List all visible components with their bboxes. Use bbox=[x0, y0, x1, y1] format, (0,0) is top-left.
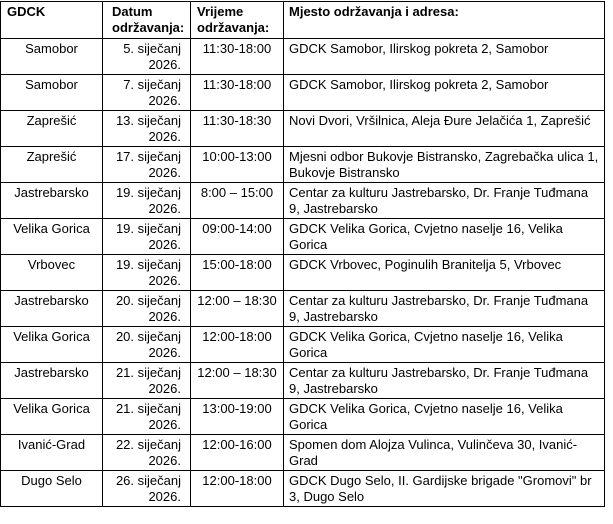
date-cell: 13. siječanj 2026. bbox=[103, 111, 191, 147]
gdck-cell: Zaprešić bbox=[1, 147, 103, 183]
gdck-cell: Velika Gorica bbox=[1, 399, 103, 435]
date-cell: 7. siječanj 2026. bbox=[103, 75, 191, 111]
table-row bbox=[1, 471, 605, 507]
date-cell: 19. siječanj 2026. bbox=[103, 219, 191, 255]
date-cell: 20. siječanj 2026. bbox=[103, 291, 191, 327]
gdck-cell: Velika Gorica bbox=[1, 327, 103, 363]
time-cell: 12:00-18:00 bbox=[191, 327, 284, 363]
date-cell: 5. siječanj 2026. bbox=[103, 39, 191, 75]
time-cell: 12:00-16:00 bbox=[191, 435, 284, 471]
location-cell: Novi Dvori, Vršilnica, Aleja Đure Jelačića 1, Zaprešić bbox=[284, 111, 605, 147]
table-row bbox=[1, 363, 605, 399]
date-cell: 22. siječanj 2026. bbox=[103, 435, 191, 471]
time-cell: 11:30-18:30 bbox=[191, 111, 284, 147]
location-cell: GDCK Vrbovec, Poginulih Branitelja 5, Vrbovec bbox=[284, 255, 605, 291]
gdck-cell: Jastrebarsko bbox=[1, 363, 103, 399]
date-cell: 19. siječanj 2026. bbox=[103, 255, 191, 291]
date-cell: 21. siječanj 2026. bbox=[103, 363, 191, 399]
location-cell: GDCK Velika Gorica, Cvjetno naselje 16, Velika Gorica bbox=[284, 399, 605, 435]
location-cell: Centar za kulturu Jastrebarsko, Dr. Franje Tuđmana 9, Jastrebarsko bbox=[284, 291, 605, 327]
date-cell: 17. siječanj 2026. bbox=[103, 147, 191, 183]
time-cell: 09:00-14:00 bbox=[191, 219, 284, 255]
table-row bbox=[1, 327, 605, 363]
location-cell: GDCK Samobor, Ilirskog pokreta 2, Samobor bbox=[284, 39, 605, 75]
time-cell: 10:00-13:00 bbox=[191, 147, 284, 183]
gdck-cell: Jastrebarsko bbox=[1, 291, 103, 327]
table-row bbox=[1, 147, 605, 183]
location-cell: GDCK Velika Gorica, Cvjetno naselje 16, Velika Gorica bbox=[284, 327, 605, 363]
location-cell: GDCK Dugo Selo, II. Gardijske brigade "Gromovi" br 3, Dugo Selo bbox=[284, 471, 605, 507]
gdck-cell: Zaprešić bbox=[1, 111, 103, 147]
time-cell: 11:30-18:00 bbox=[191, 39, 284, 75]
table-row bbox=[1, 291, 605, 327]
location-cell: Mjesni odbor Bukovje Bistransko, Zagrebačka ulica 1, Bukovje Bistransko bbox=[284, 147, 605, 183]
table-row bbox=[1, 39, 605, 75]
date-cell: 19. siječanj 2026. bbox=[103, 183, 191, 219]
table-row bbox=[1, 111, 605, 147]
location-cell: GDCK Samobor, Ilirskog pokreta 2, Samobor bbox=[284, 75, 605, 111]
location-cell: GDCK Velika Gorica, Cvjetno naselje 16, Velika Gorica bbox=[284, 219, 605, 255]
header-date: Datum održavanja: bbox=[103, 2, 191, 39]
time-cell: 12:00 – 18:30 bbox=[191, 363, 284, 399]
location-cell: Spomen dom Alojza Vulinca, Vulinčeva 30, Ivanić-Grad bbox=[284, 435, 605, 471]
time-cell: 13:00-19:00 bbox=[191, 399, 284, 435]
time-cell: 12:00 – 18:30 bbox=[191, 291, 284, 327]
gdck-cell: Ivanić-Grad bbox=[1, 435, 103, 471]
time-cell: 15:00-18:00 bbox=[191, 255, 284, 291]
header-location: Mjesto održavanja i adresa: bbox=[284, 2, 605, 39]
table-header-row bbox=[1, 2, 605, 39]
table-body bbox=[1, 39, 605, 507]
blood-donation-schedule-table bbox=[0, 1, 605, 507]
date-cell: 21. siječanj 2026. bbox=[103, 399, 191, 435]
gdck-cell: Vrbovec bbox=[1, 255, 103, 291]
table-row bbox=[1, 183, 605, 219]
table-row bbox=[1, 219, 605, 255]
table-row bbox=[1, 435, 605, 471]
table-row bbox=[1, 255, 605, 291]
table-row bbox=[1, 75, 605, 111]
time-cell: 11:30-18:00 bbox=[191, 75, 284, 111]
schedule-table-wrapper bbox=[0, 1, 605, 507]
location-cell: Centar za kulturu Jastrebarsko, Dr. Franje Tuđmana 9, Jastrebarsko bbox=[284, 183, 605, 219]
gdck-cell: Jastrebarsko bbox=[1, 183, 103, 219]
time-cell: 12:00-18:00 bbox=[191, 471, 284, 507]
date-cell: 26. siječanj 2026. bbox=[103, 471, 191, 507]
time-cell: 8:00 – 15:00 bbox=[191, 183, 284, 219]
date-cell: 20. siječanj 2026. bbox=[103, 327, 191, 363]
gdck-cell: Samobor bbox=[1, 39, 103, 75]
location-cell: Centar za kulturu Jastrebarsko, Dr. Franje Tuđmana 9, Jastrebarsko bbox=[284, 363, 605, 399]
gdck-cell: Velika Gorica bbox=[1, 219, 103, 255]
header-gdck: GDCK bbox=[1, 2, 103, 39]
gdck-cell: Dugo Selo bbox=[1, 471, 103, 507]
table-row bbox=[1, 399, 605, 435]
header-time: Vrijeme održavanja: bbox=[191, 2, 284, 39]
gdck-cell: Samobor bbox=[1, 75, 103, 111]
